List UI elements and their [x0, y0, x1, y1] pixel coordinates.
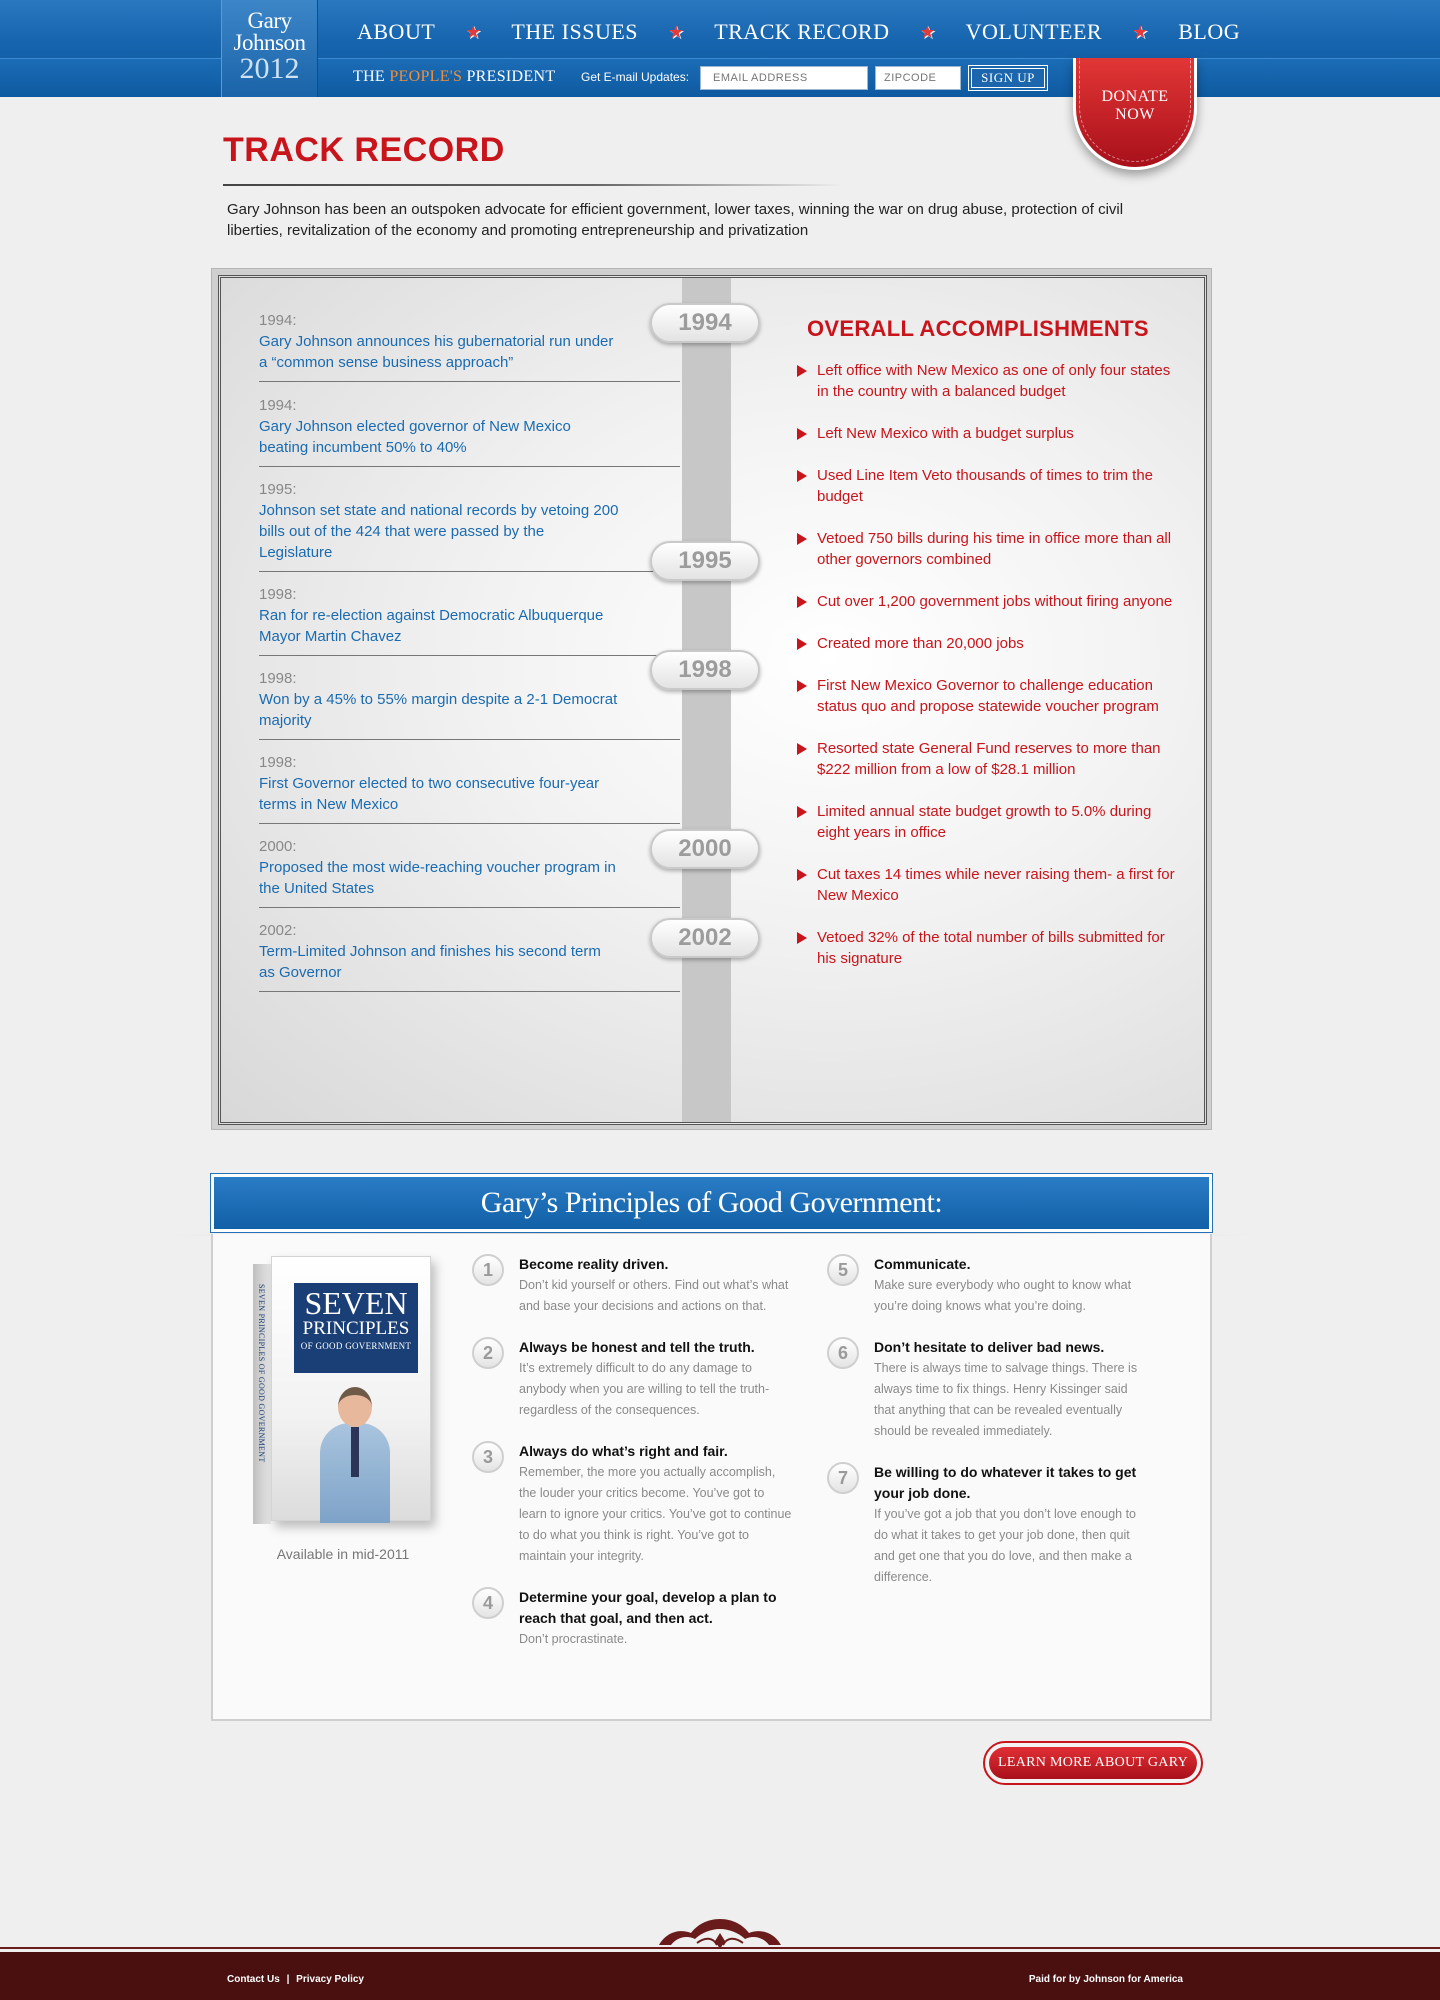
logo[interactable]: [221, 0, 318, 97]
accomplishment-text: Left New Mexico with a budget surplus: [817, 425, 1074, 442]
principle-number: 7: [827, 1462, 859, 1494]
event-text: Gary Johnson elected governor of New Mexico beating incumbent 50% to 40%: [259, 418, 571, 456]
accomplishment-text: Vetoed 750 bills during his time in office more than all other governors combined: [817, 530, 1172, 568]
event-text: First Governor elected to two consecutive four-year terms in New Mexico: [259, 775, 600, 813]
learn-more-label: LEARN MORE ABOUT GARY: [989, 1747, 1197, 1779]
tagline-accent: PEOPLE'S: [389, 68, 463, 85]
accomplishment-text: Limited annual state budget growth to 5.0% during eight years in office: [817, 803, 1152, 841]
list-item: [797, 360, 1177, 402]
contact-us-link[interactable]: Contact Us: [227, 1974, 280, 1985]
logo-line-1: Gary: [247, 8, 292, 33]
principle-item: [827, 1337, 1147, 1442]
privacy-policy-link[interactable]: Privacy Policy: [296, 1974, 364, 1985]
triangle-bullet-icon: [797, 428, 807, 440]
timeline-event: [259, 752, 680, 824]
triangle-bullet-icon: [797, 869, 807, 881]
nav-the-issues[interactable]: THE ISSUES: [511, 19, 639, 44]
principle-heading: Always be honest and tell the truth.: [519, 1339, 755, 1355]
logo-line-2: Johnson: [233, 30, 306, 55]
principle-body: There is always time to salvage things. There is always time to fix things. Henry Kissinger said that anything that can be revealed eventually should be revealed immediately.: [874, 1361, 1138, 1438]
donate-label: [1073, 88, 1197, 124]
accomplishment-text: Used Line Item Veto thousands of times to trim the budget: [817, 467, 1154, 505]
list-item: [797, 675, 1177, 717]
principle-body: Remember, the more you actually accomplish, the louder your critics become. You’ve got to learn to ignore your critics. You’ve got to continue to do what you think is right. You’ve got to maintain your integrity.: [519, 1465, 792, 1563]
list-item: [797, 927, 1177, 969]
principle-item: [472, 1587, 792, 1650]
main-nav: [357, 17, 1240, 47]
event-text: Ran for re-election against Democratic Albuquerque Mayor Martin Chavez: [259, 607, 604, 645]
portrait-head: [338, 1387, 372, 1427]
track-record-inner: [218, 275, 1207, 1125]
nav-about[interactable]: ABOUT: [357, 19, 436, 44]
star-icon: ★: [465, 21, 482, 42]
event-year: 2002:: [259, 922, 297, 939]
year-pill-1995: 1995: [650, 541, 760, 581]
nav-blog[interactable]: BLOG: [1178, 19, 1241, 44]
donate-now-button[interactable]: [1073, 58, 1197, 170]
book-spine-text: SEVEN PRINCIPLES OF GOOD GOVERNMENT: [257, 1284, 266, 1463]
principle-item: [472, 1441, 792, 1567]
footer-links: [227, 1974, 364, 1985]
list-item: [797, 591, 1177, 612]
event-year: 1998:: [259, 754, 297, 771]
principle-number: 3: [472, 1441, 504, 1473]
email-input[interactable]: [700, 66, 868, 90]
portrait-tie: [351, 1427, 359, 1477]
timeline-bar: [682, 278, 731, 1122]
logo-line-3: 2012: [239, 52, 300, 85]
site-footer: [0, 1952, 1440, 2000]
accomplishment-text: Left office with New Mexico as one of only four states in the country with a balanced budget: [817, 362, 1171, 400]
site-header: [0, 0, 1440, 97]
year-pill-2002: 2002: [650, 918, 760, 958]
event-text: Gary Johnson announces his gubernatorial run under a “common sense business approach”: [259, 333, 614, 371]
principle-number: 1: [472, 1254, 504, 1286]
principle-heading: Determine your goal, develop a plan to reach that goal, and then act.: [519, 1589, 777, 1626]
title-divider: [223, 184, 843, 186]
principle-number: 5: [827, 1254, 859, 1286]
page-title: TRACK RECORD: [223, 131, 505, 169]
accomplishments-title: OVERALL ACCOMPLISHMENTS: [807, 316, 1149, 341]
principle-item: [827, 1462, 1147, 1588]
donate-line-1: DONATE: [1101, 88, 1169, 105]
timeline-event: [259, 584, 680, 656]
principle-number: 6: [827, 1337, 859, 1369]
accomplishment-text: Resorted state General Fund reserves to more than $222 million from a low of $28.1 million: [817, 740, 1161, 778]
principle-heading: Be willing to do whatever it takes to get your job done.: [874, 1464, 1137, 1501]
accomplishment-text: Vetoed 32% of the total number of bills submitted for his signature: [817, 929, 1165, 967]
triangle-bullet-icon: [797, 533, 807, 545]
zipcode-input[interactable]: [875, 66, 961, 90]
book-caption: Available in mid-2011: [276, 1546, 410, 1562]
tagline-pre: THE: [353, 68, 390, 85]
timeline-event: [259, 479, 680, 572]
principle-body: It’s extremely difficult to do any damage to anybody when you are willing to tell the truth-regardless of the consequences.: [519, 1361, 770, 1417]
list-item: [797, 465, 1177, 507]
accomplishment-text: Cut taxes 14 times while never raising them- a first for New Mexico: [817, 866, 1175, 904]
footer-divider: |: [286, 1974, 290, 1985]
list-item: [797, 633, 1177, 654]
event-year: 1994:: [259, 397, 297, 414]
footer-rule: [0, 1947, 1440, 1949]
triangle-bullet-icon: [797, 365, 807, 377]
list-item: [797, 528, 1177, 570]
list-item: [797, 864, 1177, 906]
book-cover: [271, 1256, 431, 1521]
tagline: [353, 68, 555, 86]
triangle-bullet-icon: [797, 638, 807, 650]
event-text: Won by a 45% to 55% margin despite a 2-1 Democrat majority: [259, 691, 618, 729]
accomplishment-text: Cut over 1,200 government jobs without firing anyone: [817, 593, 1173, 610]
principle-number: 4: [472, 1587, 504, 1619]
book-title-1: SEVEN: [304, 1285, 408, 1321]
triangle-bullet-icon: [797, 932, 807, 944]
timeline-event: [259, 920, 680, 992]
intro-paragraph: Gary Johnson has been an outspoken advocate for efficient government, lower taxes, winning the war on drug abuse, protection of civil liberties, revitalization of the economy and promoting entrepreneurship and privatization: [227, 201, 1124, 239]
star-icon: ★: [668, 21, 685, 42]
nav-track-record[interactable]: TRACK RECORD: [714, 19, 890, 44]
footer-ornament-icon: [657, 1915, 783, 1951]
principle-heading: Communicate.: [874, 1256, 971, 1272]
principles-column-right: [827, 1254, 1147, 1608]
year-pill-1998: 1998: [650, 650, 760, 690]
year-pill-2000: 2000: [650, 829, 760, 869]
email-updates-label: Get E-mail Updates:: [581, 70, 690, 84]
principle-body: Don’t kid yourself or others. Find out what’s what and base your decisions and actions on that.: [519, 1278, 789, 1313]
principle-item: [827, 1254, 1147, 1317]
accomplishments-list: [797, 360, 1177, 990]
principles-column-left: [472, 1254, 792, 1670]
list-item: [797, 801, 1177, 843]
author-portrait: [320, 1387, 390, 1522]
book-image: [253, 1252, 445, 1532]
event-year: 1994:: [259, 312, 297, 329]
event-year: 2000:: [259, 838, 297, 855]
timeline-event: [259, 836, 680, 908]
tagline-post: PRESIDENT: [462, 68, 556, 85]
learn-more-button[interactable]: [983, 1741, 1203, 1785]
principle-item: [472, 1337, 792, 1421]
book-title-2: PRINCIPLES: [302, 1318, 410, 1339]
principle-heading: Always do what’s right and fair.: [519, 1443, 728, 1459]
principle-heading: Don’t hesitate to deliver bad news.: [874, 1339, 1105, 1355]
principles-box: [211, 1234, 1212, 1721]
year-pill-1994: 1994: [650, 303, 760, 343]
event-year: 1995:: [259, 481, 297, 498]
principle-body: Don’t procrastinate.: [519, 1632, 628, 1646]
triangle-bullet-icon: [797, 680, 807, 692]
accomplishment-text: First New Mexico Governor to challenge education status quo and propose statewide voucher program: [817, 677, 1159, 715]
principles-header: [211, 1174, 1212, 1232]
timeline-event: [259, 668, 680, 740]
principle-body: Make sure everybody who ought to know what you’re doing knows what you’re doing.: [874, 1278, 1132, 1313]
track-record-panel: [211, 268, 1212, 1130]
nav-volunteer[interactable]: VOLUNTEER: [965, 19, 1103, 44]
event-year: 1998:: [259, 586, 297, 603]
event-text: Proposed the most wide-reaching voucher program in the United States: [259, 859, 616, 897]
paid-for-notice: Paid for by Johnson for America: [1028, 1974, 1183, 1985]
list-item: [797, 423, 1177, 444]
donate-line-2: NOW: [1115, 106, 1155, 123]
accomplishment-text: Created more than 20,000 jobs: [817, 635, 1024, 652]
timeline-event: [259, 310, 680, 382]
principle-body: If you’ve got a job that you don’t love enough to do what it takes to get your job done, then quit and get one that you do love, and then make a difference.: [874, 1507, 1136, 1584]
star-icon: ★: [1132, 21, 1149, 42]
triangle-bullet-icon: [797, 806, 807, 818]
principle-item: [472, 1254, 792, 1317]
triangle-bullet-icon: [797, 596, 807, 608]
book-spine: [253, 1264, 271, 1524]
event-text: Term-Limited Johnson and finishes his second term as Governor: [259, 943, 601, 981]
star-icon: ★: [919, 21, 936, 42]
list-item: [797, 738, 1177, 780]
timeline-event: [259, 395, 680, 467]
principle-number: 2: [472, 1337, 504, 1369]
book-title-3: OF GOOD GOVERNMENT: [300, 1341, 412, 1351]
event-text: Johnson set state and national records by vetoing 200 bills out of the 424 that were passed by the Legislature: [259, 502, 619, 561]
triangle-bullet-icon: [797, 470, 807, 482]
event-year: 1998:: [259, 670, 297, 687]
sign-up-button[interactable]: SIGN UP: [968, 65, 1048, 91]
principles-title: Gary’s Principles of Good Government:: [480, 1186, 943, 1219]
triangle-bullet-icon: [797, 743, 807, 755]
principle-heading: Become reality driven.: [519, 1256, 669, 1272]
